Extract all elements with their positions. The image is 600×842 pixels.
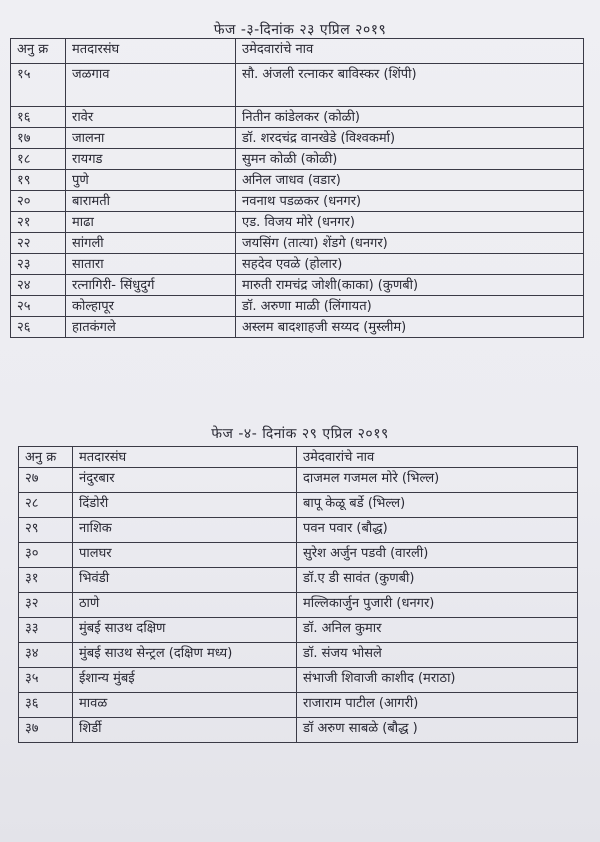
- table-row: [11, 296, 584, 317]
- candidate-cell: डॉ. शरदचंद्र वानखेडे (विश्वकर्मा): [236, 128, 584, 149]
- serial-no-cell: २२: [11, 233, 66, 254]
- candidate-cell: सहदेव एवळे (होलार): [236, 254, 584, 275]
- constituency-cell: जळगाव: [66, 64, 236, 107]
- table-row: [11, 317, 584, 338]
- table-row: [19, 493, 578, 518]
- candidate-cell: मारुती रामचंद्र जोशी(काका) (कुणबी): [236, 275, 584, 296]
- constituency-cell: कोल्हापूर: [66, 296, 236, 317]
- serial-no-cell: २६: [11, 317, 66, 338]
- table-row: [11, 275, 584, 296]
- serial-no-cell: १५: [11, 64, 66, 107]
- phase3-header-row: [11, 39, 584, 64]
- constituency-cell: नंदुरबार: [73, 468, 297, 493]
- serial-no-cell: २७: [19, 468, 73, 493]
- serial-no-cell: २८: [19, 493, 73, 518]
- candidate-cell: राजाराम पाटील (आगरी): [297, 693, 578, 718]
- candidate-cell: सुमन कोळी (कोळी): [236, 149, 584, 170]
- constituency-cell: जालना: [66, 128, 236, 149]
- table-row: [11, 254, 584, 275]
- constituency-cell: मुंबई साउथ दक्षिण: [73, 618, 297, 643]
- candidate-cell: नवनाथ पडळकर (धनगर): [236, 191, 584, 212]
- serial-no-cell: २९: [19, 518, 73, 543]
- serial-no-cell: ३६: [19, 693, 73, 718]
- constituency-cell: भिवंडी: [73, 568, 297, 593]
- candidate-cell: अनिल जाधव (वडार): [236, 170, 584, 191]
- constituency-cell: ईशान्य मुंबई: [73, 668, 297, 693]
- candidate-cell: सौ. अंजली रत्नाकर बाविस्कर (शिंपी): [236, 64, 584, 107]
- candidate-cell: डॉ. संजय भोसले: [297, 643, 578, 668]
- serial-no-cell: ३०: [19, 543, 73, 568]
- candidate-cell: डॉ. अनिल कुमार: [297, 618, 578, 643]
- serial-no-cell: २०: [11, 191, 66, 212]
- table-row: [19, 643, 578, 668]
- constituency-cell: रावेर: [66, 107, 236, 128]
- header-constituency: मतदारसंघ: [66, 39, 236, 64]
- table-row: [11, 212, 584, 233]
- header-candidate-name: उमेदवारांचे नाव: [297, 447, 578, 468]
- serial-no-cell: ३४: [19, 643, 73, 668]
- table-row: [19, 593, 578, 618]
- candidate-cell: नितीन कांडेलकर (कोळी): [236, 107, 584, 128]
- table-row: [11, 107, 584, 128]
- serial-no-cell: ३७: [19, 718, 73, 743]
- constituency-cell: हातकंगले: [66, 317, 236, 338]
- header-constituency: मतदारसंघ: [73, 447, 297, 468]
- candidate-cell: जयसिंग (तात्या) शेंडगे (धनगर): [236, 233, 584, 254]
- serial-no-cell: ३५: [19, 668, 73, 693]
- phase4-table: [18, 446, 578, 743]
- constituency-cell: ठाणे: [73, 593, 297, 618]
- constituency-cell: माढा: [66, 212, 236, 233]
- table-row: [11, 191, 584, 212]
- constituency-cell: पुणे: [66, 170, 236, 191]
- phase3-table: [10, 38, 584, 338]
- table-row: [11, 233, 584, 254]
- phase4-header-row: [19, 447, 578, 468]
- table-row: [19, 468, 578, 493]
- header-serial-no: अनु क्र: [19, 447, 73, 468]
- candidate-cell: दाजमल गजमल मोरे (भिल्ल): [297, 468, 578, 493]
- table-row: [19, 543, 578, 568]
- serial-no-cell: १७: [11, 128, 66, 149]
- table-row: [11, 64, 584, 107]
- table-row: [11, 128, 584, 149]
- candidate-cell: मल्लिकार्जुन पुजारी (धनगर): [297, 593, 578, 618]
- constituency-cell: दिंडोरी: [73, 493, 297, 518]
- candidate-cell: पवन पवार (बौद्ध): [297, 518, 578, 543]
- constituency-cell: मावळ: [73, 693, 297, 718]
- serial-no-cell: ३३: [19, 618, 73, 643]
- table-row: [19, 618, 578, 643]
- candidate-cell: अस्लम बादशाहजी सय्यद (मुस्लीम): [236, 317, 584, 338]
- candidate-cell: एड. विजय मोरे (धनगर): [236, 212, 584, 233]
- constituency-cell: बारामती: [66, 191, 236, 212]
- serial-no-cell: २३: [11, 254, 66, 275]
- phase3-title: फेज -३-दिनांक २३ एप्रिल २०१९: [213, 22, 387, 38]
- serial-no-cell: १६: [11, 107, 66, 128]
- table-row: [19, 718, 578, 743]
- header-candidate-name: उमेदवारांचे नाव: [236, 39, 584, 64]
- candidate-cell: डॉ. अरुणा माळी (लिंगायत): [236, 296, 584, 317]
- header-serial-no: अनु क्र: [11, 39, 66, 64]
- serial-no-cell: २४: [11, 275, 66, 296]
- serial-no-cell: २१: [11, 212, 66, 233]
- table-row: [19, 693, 578, 718]
- serial-no-cell: ३२: [19, 593, 73, 618]
- constituency-cell: सांगली: [66, 233, 236, 254]
- constituency-cell: पालघर: [73, 543, 297, 568]
- table-row: [11, 170, 584, 191]
- table-row: [11, 149, 584, 170]
- constituency-cell: नाशिक: [73, 518, 297, 543]
- table-row: [19, 668, 578, 693]
- constituency-cell: सातारा: [66, 254, 236, 275]
- constituency-cell: रत्नागिरी- सिंधुदुर्ग: [66, 275, 236, 296]
- candidate-cell: संभाजी शिवाजी काशीद (मराठा): [297, 668, 578, 693]
- constituency-cell: मुंबई साउथ सेन्ट्रल (दक्षिण मध्य): [73, 643, 297, 668]
- candidate-cell: डॉ अरुण साबळे (बौद्ध ): [297, 718, 578, 743]
- candidate-cell: डॉ.ए डी सावंत (कुणबी): [297, 568, 578, 593]
- candidate-cell: सुरेश अर्जुन पडवी (वारली): [297, 543, 578, 568]
- serial-no-cell: २५: [11, 296, 66, 317]
- serial-no-cell: १८: [11, 149, 66, 170]
- table-row: [19, 568, 578, 593]
- table-row: [19, 518, 578, 543]
- candidate-cell: बापू केळू बर्डे (भिल्ल): [297, 493, 578, 518]
- phase4-title: फेज -४- दिनांक २९ एप्रिल २०१९: [211, 426, 389, 442]
- constituency-cell: शिर्डी: [73, 718, 297, 743]
- serial-no-cell: १९: [11, 170, 66, 191]
- serial-no-cell: ३१: [19, 568, 73, 593]
- constituency-cell: रायगड: [66, 149, 236, 170]
